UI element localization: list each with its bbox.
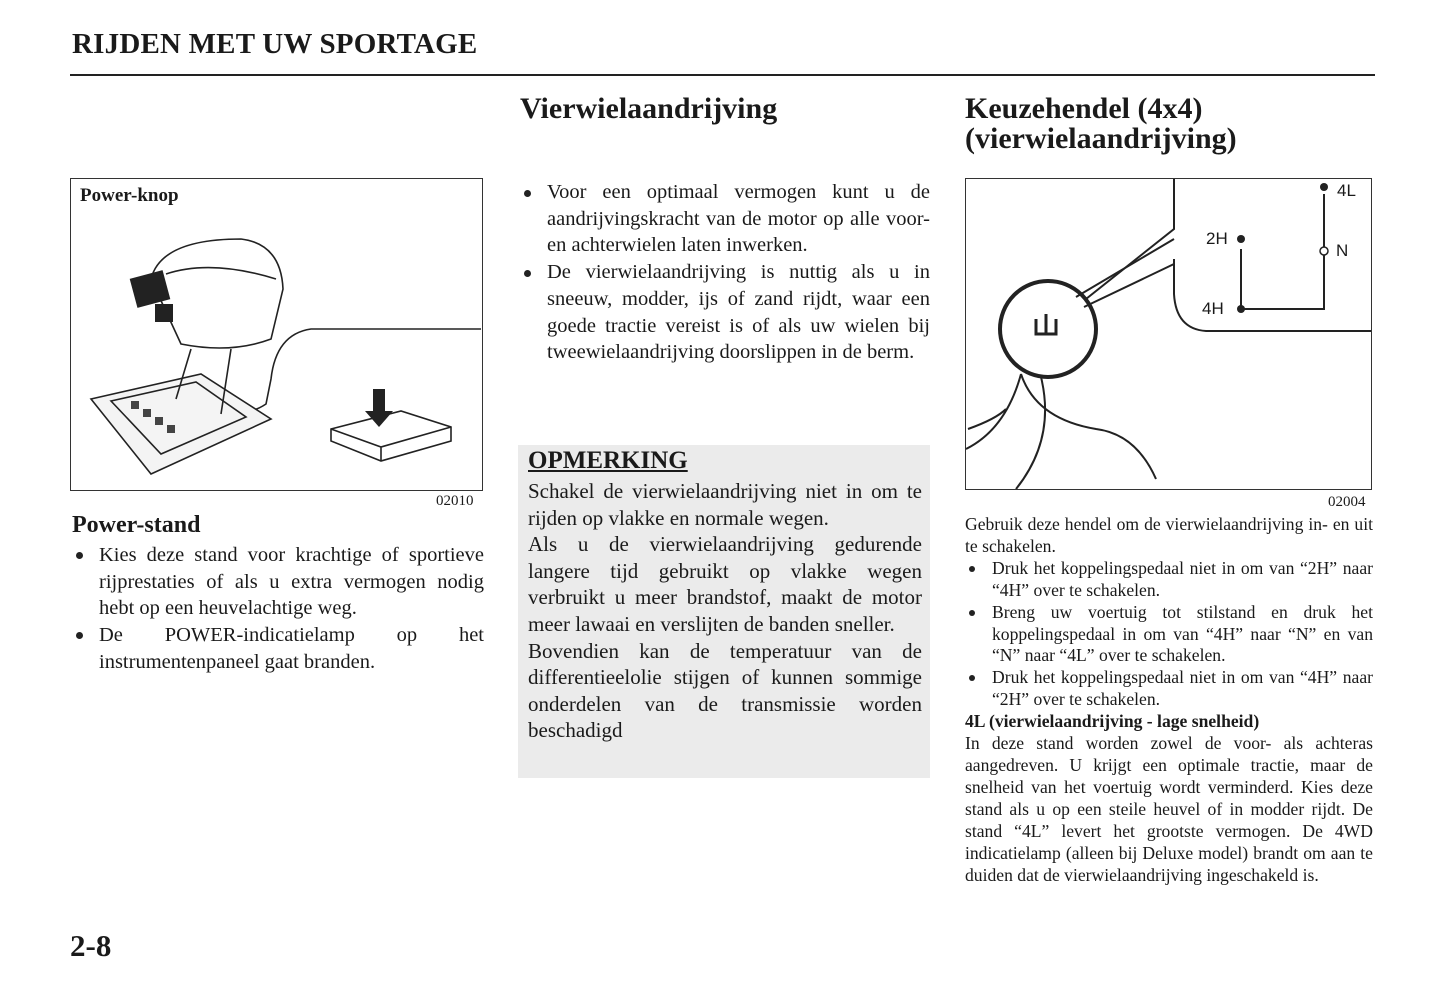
list-item: Druk het koppelingspedaal niet in om van “4H” naar “2H” over te schakelen. bbox=[965, 667, 1373, 711]
heading-line: Keuzehendel (4x4) bbox=[965, 92, 1203, 125]
vierwiel-list bbox=[520, 179, 930, 366]
page-number: 2-8 bbox=[70, 928, 112, 963]
section-heading-vierwielaandrijving: Vierwielaandrijving bbox=[520, 92, 778, 125]
figure-code: 02004 bbox=[1328, 494, 1366, 510]
note-box bbox=[518, 445, 930, 778]
gear-shifter-illustration bbox=[71, 179, 482, 490]
note-text bbox=[528, 478, 922, 744]
header-rule bbox=[70, 74, 1375, 76]
keuzehendel-list bbox=[965, 558, 1373, 711]
power-knob-figure bbox=[70, 178, 483, 491]
label-2h: 2H bbox=[1206, 229, 1228, 248]
note-paragraph: Bovendien kan de temperatuur van de differentieelolie stijgen of kunnen sommige onderdelen van de transmissie worden beschadigd bbox=[528, 638, 922, 743]
list-item: Voor een optimaal vermogen kunt u de aandrijvingskracht van de motor op alle voor- en achterwielen laten inwerken. bbox=[520, 179, 930, 259]
heading-line: (vierwielaandrijving) bbox=[965, 122, 1237, 155]
page-header-title: RIJDEN MET UW SPORTAGE bbox=[72, 28, 478, 60]
power-stand-list bbox=[72, 542, 484, 676]
section-heading-keuzehendel bbox=[965, 94, 1237, 154]
label-n: N bbox=[1336, 241, 1349, 260]
list-item: Kies deze stand voor krachtige of sportieve rijprestaties of als u extra vermogen nodig hebt op een heuvelachtige weg. bbox=[72, 542, 484, 622]
figure-code: 02010 bbox=[436, 493, 474, 509]
note-paragraph: Als u de vierwielaandrijving gedurende langere tijd gebruikt op vlakke wegen verbruikt u meer brandstof, maakt de motor meer lawaai en verslijten de banden sneller. bbox=[528, 532, 922, 636]
list-item: De POWER-indicatielamp op het instrumentenpaneel gaat branden. bbox=[72, 622, 484, 675]
shift-pattern-illustration bbox=[966, 179, 1371, 489]
keuzehendel-text bbox=[965, 514, 1373, 886]
note-title: OPMERKING bbox=[528, 447, 688, 474]
subheading-4l: 4L (vierwielaandrijving - lage snelheid) bbox=[965, 711, 1260, 732]
intro-paragraph: Gebruik deze hendel om de vierwielaandrijving in- en uit te schakelen. bbox=[965, 514, 1373, 556]
section-heading-power-stand: Power-stand bbox=[72, 512, 201, 538]
note-paragraph: Schakel de vierwielaandrijving niet in om te rijden op vlakke en normale wegen. bbox=[528, 479, 922, 530]
list-item: Druk het koppelingspedaal niet in om van “2H” naar “4H” over te schakelen. bbox=[965, 558, 1373, 602]
list-item: De vierwielaandrijving is nuttig als u in sneeuw, modder, ijs of zand rijdt, waar een goede tractie vereist is of als uw wielen bij tweewielaandrijving doorslippen in de berm. bbox=[520, 259, 930, 366]
transfer-lever-figure bbox=[965, 178, 1372, 490]
label-4l: 4L bbox=[1337, 181, 1356, 200]
figure-label: Power-knop bbox=[80, 185, 179, 206]
list-item: Breng uw voertuig tot stilstand en druk het koppelingspedaal in om van “4H” naar “N” en van “N” naar “4L” over te schakelen. bbox=[965, 602, 1373, 668]
4l-paragraph: In deze stand worden zowel de voor- als achteras aangedreven. U krijgt een optimale tractie, maar de snelheid van het voertuig wordt verminderd. Kies deze stand als u op een steile heuvel of in modder rijdt. De stand “4L” levert het grootste vermogen. De 4WD indicatielamp (alleen bij Deluxe model) brandt om aan te duiden dat de vierwielaandrijving ingeschakeld is. bbox=[965, 733, 1373, 885]
label-4h: 4H bbox=[1202, 299, 1224, 318]
